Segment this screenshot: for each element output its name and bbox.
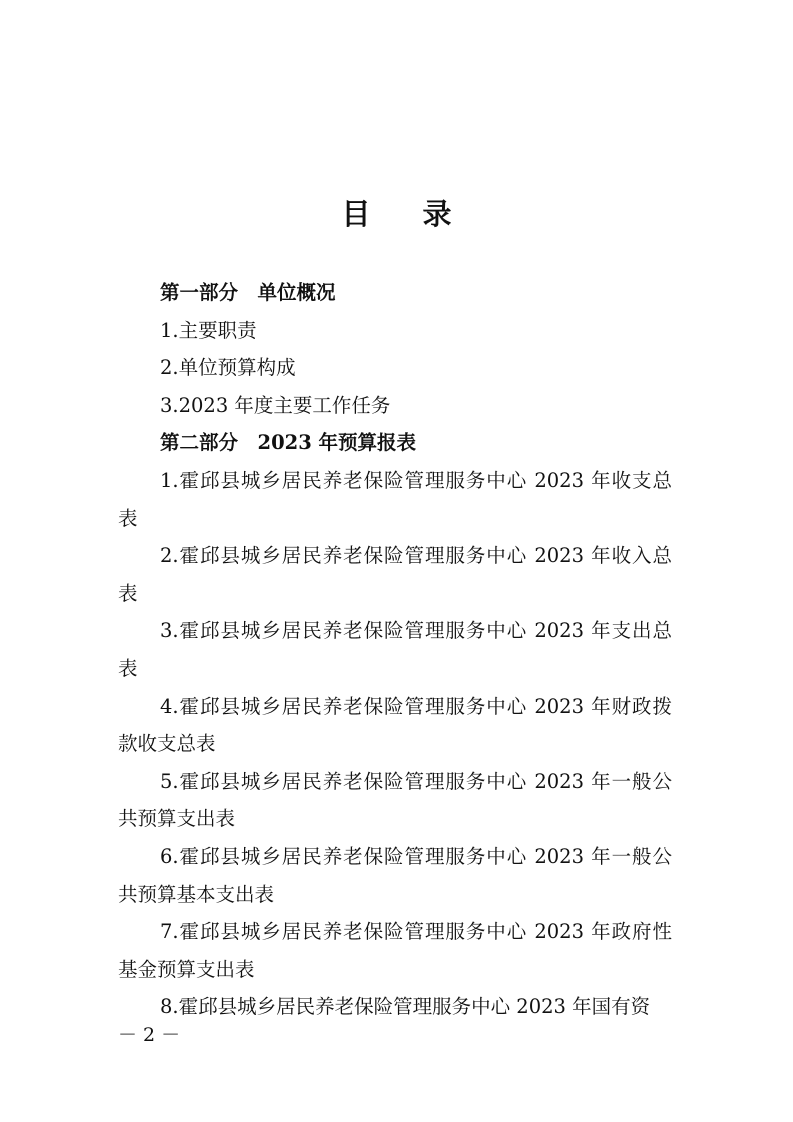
toc-entry: 款收支总表 <box>118 732 216 756</box>
toc-entry: 6.霍邱县城乡居民养老保险管理服务中心 2023 年一般公 <box>160 844 672 868</box>
toc-entry: 4.霍邱县城乡居民养老保险管理服务中心 2023 年财政拨 <box>160 694 672 718</box>
title-char: 录 <box>422 197 452 231</box>
table-of-contents <box>118 274 672 1026</box>
toc-entry: 5.霍邱县城乡居民养老保险管理服务中心 2023 年一般公 <box>160 769 672 793</box>
page-number: － 2 － <box>118 1024 181 1046</box>
toc-entry: 表 <box>118 506 138 530</box>
toc-entry: 3.霍邱县城乡居民养老保险管理服务中心 2023 年支出总 <box>160 619 672 643</box>
toc-entry: 表 <box>118 581 138 605</box>
toc-entry: 基金预算支出表 <box>118 957 255 981</box>
toc-entry: 1.主要职责 <box>160 318 257 342</box>
toc-entry: 7.霍邱县城乡居民养老保险管理服务中心 2023 年政府性 <box>160 920 672 944</box>
page-title <box>0 192 793 233</box>
toc-section-heading: 第一部分 单位概况 <box>160 281 336 304</box>
toc-entry: 2.单位预算构成 <box>160 356 296 380</box>
toc-entry: 1.霍邱县城乡居民养老保险管理服务中心 2023 年收支总 <box>160 468 672 492</box>
toc-entry: 共预算基本支出表 <box>118 882 275 906</box>
toc-entry: 表 <box>118 656 138 680</box>
toc-entry: 8.霍邱县城乡居民养老保险管理服务中心 2023 年国有资 <box>160 995 651 1019</box>
toc-entry: 共预算支出表 <box>118 807 236 831</box>
title-char: 目 <box>341 197 371 231</box>
toc-entry: 3.2023 年度主要工作任务 <box>160 393 391 417</box>
toc-entry: 2.霍邱县城乡居民养老保险管理服务中心 2023 年收入总 <box>160 544 672 568</box>
toc-section-heading: 第二部分 2023 年预算报表 <box>160 431 417 455</box>
